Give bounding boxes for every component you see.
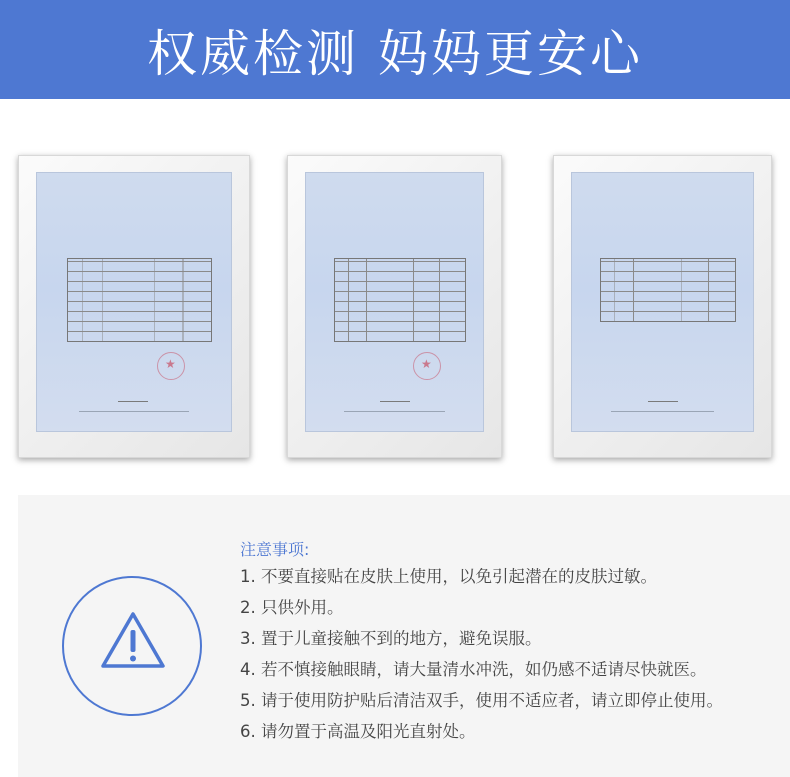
report-frame-2 [287, 155, 502, 458]
notice-item: 5. 请于使用防护贴后清洁双手，使用不适应者，请立即停止使用。 [240, 691, 723, 710]
stamp-icon [413, 352, 441, 380]
stamp-icon [157, 352, 185, 380]
warning-circle [62, 576, 202, 716]
report-frame-1 [18, 155, 250, 458]
notice-item: 1. 不要直接贴在皮肤上使用，以免引起潜在的皮肤过敏。 [240, 567, 657, 586]
notice-item: 2. 只供外用。 [240, 598, 344, 617]
notice-section [18, 495, 790, 777]
notice-heading: 注意事项: [240, 540, 310, 559]
report-document-image [305, 172, 484, 432]
report-frame-3 [553, 155, 772, 458]
report-document-image [36, 172, 232, 432]
notice-item: 6. 请勿置于高温及阳光直射处。 [240, 722, 476, 741]
notice-item: 3. 置于儿童接触不到的地方，避免误服。 [240, 629, 542, 648]
banner-title: 权威检测 妈妈更安心 [147, 24, 643, 83]
header-banner [0, 0, 790, 99]
notice-list [240, 561, 723, 747]
notice-item: 4. 若不慎接触眼睛，请大量清水冲洗，如仍感不适请尽快就医。 [240, 660, 707, 679]
warning-triangle-icon [99, 610, 167, 672]
report-document-image [571, 172, 754, 432]
test-reports-section [0, 99, 790, 495]
